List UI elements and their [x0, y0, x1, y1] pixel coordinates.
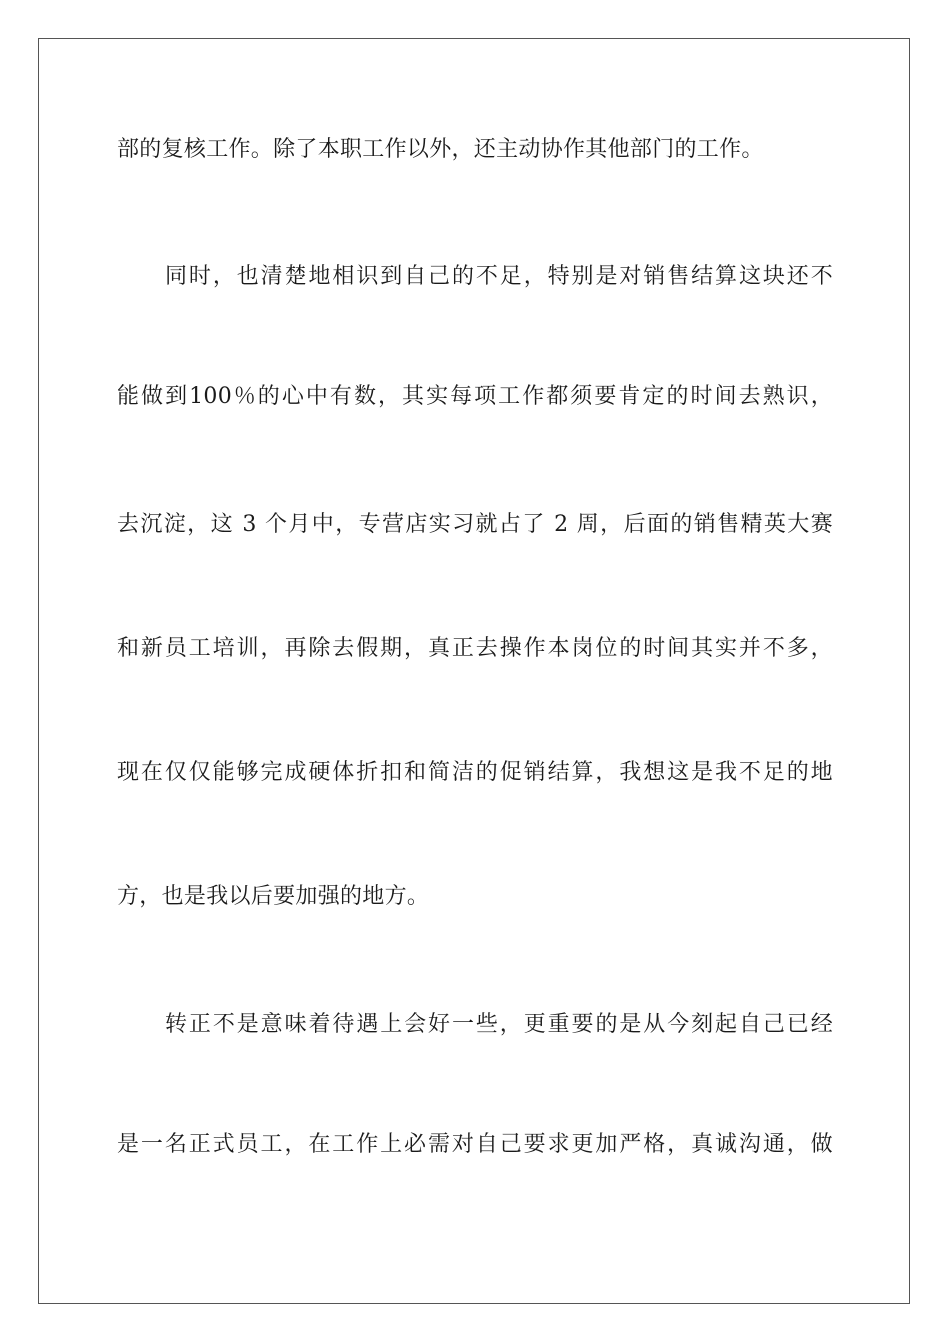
paragraph-2-line-3: 去沉淀，这 3 个月中，专营店实习就占了 2 周，后面的销售精英大赛	[117, 512, 833, 537]
paragraph-2-line-5: 现在仅仅能够完成硬体折扣和简洁的促销结算，我想这是我不足的地	[117, 760, 833, 785]
paragraph-2-line-6: 方，也是我以后要加强的地方。	[117, 884, 430, 909]
paragraph-3-line-2: 是一名正式员工，在工作上必需对自己要求更加严格，真诚沟通，做	[117, 1132, 833, 1157]
paragraph-3-line-1: 转正不是意味着待遇上会好一些，更重要的是从今刻起自己已经	[165, 1012, 833, 1037]
paragraph-2-line-1: 同时，也清楚地相识到自己的不足，特别是对销售结算这块还不	[165, 264, 833, 289]
page-border	[38, 38, 910, 1304]
text-line-1: 部的复核工作。除了本职工作以外，还主动协作其他部门的工作。	[117, 137, 764, 162]
paragraph-2-line-2: 能做到100％的心中有数，其实每项工作都须要肯定的时间去熟识，	[117, 384, 833, 409]
paragraph-2-line-4: 和新员工培训，再除去假期，真正去操作本岗位的时间其实并不多，	[117, 636, 833, 661]
